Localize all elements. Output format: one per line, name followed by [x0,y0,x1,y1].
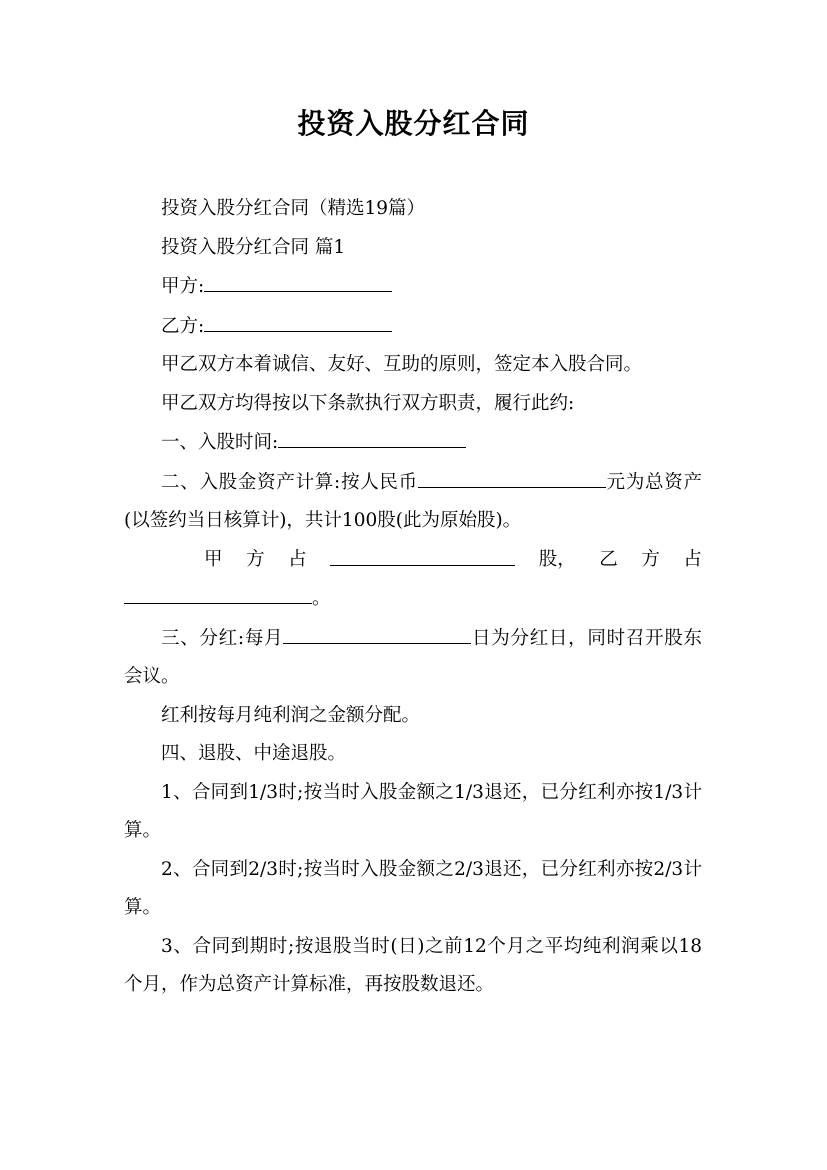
document-title: 投资入股分红合同 [297,107,530,140]
item-3-suffix: 日为分红日，同时召开股东会议。 [124,627,702,687]
item-3-paragraph [124,619,702,697]
share-b-blank [124,579,312,604]
item-3-blank [283,619,471,644]
document-body [124,190,702,1005]
party-a-label: 甲方: [161,276,205,297]
party-b-blank [204,307,392,332]
share-a-char-3: 占 [288,548,307,570]
withdraw-clause-1: 1、合同到1/3时;按当时入股金额之1/3退还，已分红利亦按1/3计算。 [124,781,702,841]
party-a-line [124,267,702,307]
share-a-char-1: 甲 [204,548,223,570]
party-a-blank [204,267,392,292]
dividend-rule: 红利按每月纯利润之金额分配。 [161,704,421,726]
share-b-char-1: 乙 [599,548,618,570]
item-2-suffix: 元为总资产(以签约当日核算计)，共计100股(此为原始股)。 [124,471,702,531]
share-unit: 股， [538,548,576,570]
share-a-char-2: 方 [246,548,265,570]
intro-paragraph-1: 甲乙双方本着诚信、友好、互助的原则，签定本入股合同。 [161,354,643,375]
item-3-prefix: 三、分红:每月 [161,627,284,649]
share-end: 。 [312,588,331,609]
item-4-heading: 四、退股、中途退股。 [161,743,347,764]
share-b-char-3: 占 [683,548,702,570]
intro-paragraph-2: 甲乙双方均得按以下条款执行双方职责，履行此约: [161,392,575,414]
withdraw-clause-2: 2、合同到2/3时;按当时入股金额之2/3退还，已分红利亦按2/3计算。 [124,858,702,918]
item-2-paragraph [124,463,702,541]
share-b-char-2: 方 [641,548,660,570]
withdraw-clause-3: 3、合同到期时;按退股当时(日)之前12个月之平均纯利润乘以18个月，作为总资产计算标准，再按股数退还。 [124,935,702,995]
share-a-blank [330,541,515,566]
item-1-blank [278,423,466,448]
party-b-line [124,307,702,347]
item-1-line [124,423,702,463]
item-2-prefix: 二、入股金资产计算:按人民币 [161,471,418,493]
share-allocation-line [124,541,702,580]
share-b-line [124,579,702,619]
item-1-label: 一、入股时间: [161,432,279,453]
section-heading: 投资入股分红合同 篇1 [161,236,346,258]
item-2-blank [418,463,606,488]
party-b-label: 乙方: [161,315,205,337]
subtitle-line: 投资入股分红合同（精选19篇） [161,198,426,219]
